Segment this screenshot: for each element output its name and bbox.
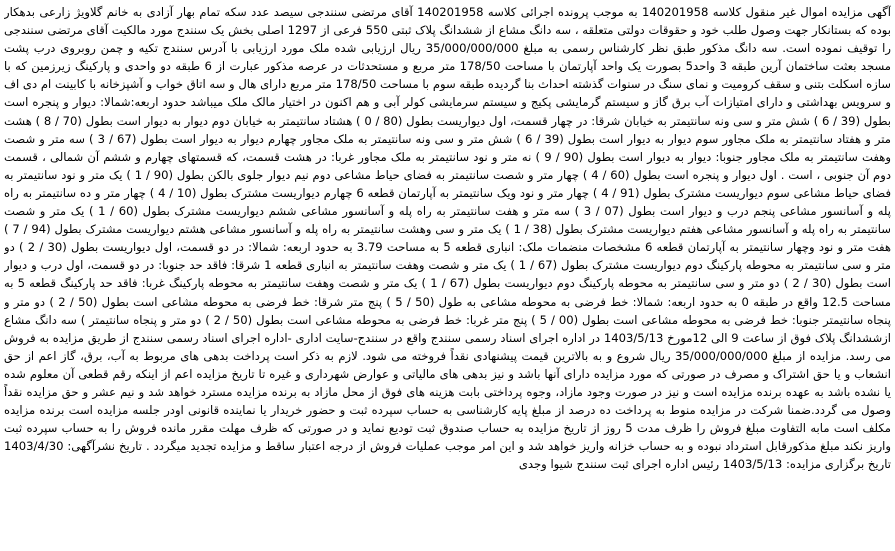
- auction-notice: [4, 3, 891, 548]
- notice-body-text: آگهی مزایده اموال غیر منقول کلاسه 140201958 به موجب پرونده اجرائی کلاسه 140201958 آقای مرتضی سنندجی سیصد عدد سکه تمام بهار آزادی به خانم گلاویژ زارعی بدهکار بوده که بستانکار جهت وصول طلب خود و حقوقات دولتی متعلقه ، سه دانگ مشاع از ششدانگ پلاک ثبتی 550 فرعی از 1297 اصلی بخش یک سنندج مورد مالکیت آقای مرتضی سنندجی را توقیف نموده است. سه دانگ مذکور طبق نظر کارشناس رسمی به مبلغ 35/000/000/000 ریال ارزیابی شده ملک مورد ارزیابی با آدرس سنندج تکیه و چمن روبروی درب پشت مسجد بعثت ساختمان آرین طبقه 3 واحد5 بصورت یک واحد آپارتمان با مساحت 178/50 متر مربع و مستحدثات در عرصه مذکور عبارت از 6 طبقه دو واحدی و پارکینگ زیرزمین که با سازه اسکلت بتنی و سقف کرومیت و نمای سنگ در سنوات گذشته احداث بنا گردیده طبقه سوم با مساحت 178/50 متر مربع دارای هال و سه اتاق خواب و آشپزخانه با کابینت ام دی اف و سرویس بهداشتی و دارای امتیازات آب برق گاز و سیستم گرمایشی پکیج و سیستم سرمایشی کولر آبی و هم اکنون در اختیار مالک ملک میباشد حدود اربعه:شمالا: دیوار و پنجره است بطول (39 / 6 ) شش متر و سی ونه سانتیمتر به خیابان شرقا: در چهار قسمت، اول دیواریست بطول (80 / 0 ) هشتاد سانتیمتر به خیابان دوم دیوار به دیوار است بطول (70 / 8 ) هشت متر و هفتاد سانتیمتر به ملک مجاور سوم دیوار به دیوار است بطول (39 / 6 ) شش متر و سی ونه سانتیمتر به ملک مجاور چهارم دیوار به دیوار است بطول (67 / 3 ) سه متر و شصت وهفت سانتیمتر به ملک مجاور جنوبا: دیوار به دیوار است بطول (90 / 9 ) نه متر و نود سانتیمتر به ملک مجاور غربا: در هشت قسمت، که قسمتهای چهارم و ششم آن شمالی ، قسمت دوم آن جنوبی ، است . اول دیوار و پنجره است بطول (60 / 4 ) چهار متر و شصت سانتیمتر به فضای حیاط مشاعی دوم نیم دیوار جلوی بالکن بطول (90 / 1 ) یک متر و نود سانتیمتر به فضای حیاط مشاعی سوم دیواریست مشترک بطول (91 / 4 ) چهار متر و نود ویک سانتیمتر به آپارتمان قطعه 6 چهارم دیواریست مشترک بطول (10 / 4 ) چهار متر و ده سانتیمتر به راه پله و آسانسور مشاعی پنجم درب و دیوار است بطول (07 / 3 ) سه متر و هفت سانتیمتر به راه پله و آسانسور مشاعی ششم دیواریست مشترک بطول (60 / 1 ) یک متر و شصت سانتیمتر به راه پله و آسانسور مشاعی هفتم دیواریست مشترک بطول (38 / 1 ) یک متر و سی وهشت سانتیمتر به راه پله و آسانسور مشاعی هشتم دیواریست مشترک بطول (94 / 7 ) هفت متر و نود وچهار سانتیمتر به آپارتمان قطعه 6 مشخصات منضمات ملک: انباری قطعه 5 به مساحت 3.79 به حدود اربعه: شمالا: در دو قسمت، اول دیواریست بطول (30 / 2 ) دو متر و سی سانتیمتر به محوطه پارکینگ دوم دیواریست مشترک بطول (67 / 1 ) یک متر و شصت وهفت سانتیمتر به انباری قطعه 1 شرقا: فاقد حد جنوبا: در دو قسمت، اول درب و دیوار است بطول (30 / 2 ) دو متر و سی سانتیمتر به محوطه پارکینگ دوم دیواریست بطول (67 / 1 ) یک متر و شصت وهفت سانتیمتر به محوطه پارکینگ غربا: فاقد حد پارکینگ قطعه 5 به مساحت 12.5 واقع در طبقه 0 به حدود اربعه: شمالا: خط فرضی به محوطه مشاعی به طول (50 / 5 ) پنج متر شرقا: خط فرضی به محوطه مشاعی است بطول (50 / 2 ) دو متر و پنجاه سانتیمتر جنوبا: خط فرضی به محوطه مشاعی است بطول (00 / 5 ) پنج متر غربا: خط فرضی به محوطه مشاعی است بطول (50 / 2 ) دو متر و پنجاه سانتیمتر ) سه دانگ مشاع ازششدانگ پلاک فوق از ساعت 9 الی 12مورخ 1403/5/13 در اداره اجرای اسناد رسمی سنندج واقع در سنندج-سایت اداری -اداره اجرای اسناد رسمی سنندج از طریق مزایده به فروش می رسد. مزایده از مبلغ 35/000/000/000 ریال شروع و به بالاترین قیمت پیشنهادی نقداً فروخته می شود. لازم به ذکر است پرداخت بدهی های مربوط به آب، برق، گاز اعم از حق انشعاب و یا حق اشتراک و مصرف در صورتی که مورد مزایده دارای آنها باشد و نیز بدهی های مالیاتی و عوارض شهرداری و غیره تا تاریخ مزایده اعم از اینکه رقم قطعی آن معلوم شده یا نشده باشد به عهده برنده مزایده است و نیز در صورت وجود مازاد، وجوه پرداختی بابت هزینه های فوق از محل مازاد به برنده مزایده مسترد خواهد شد و نیم عشر و حق مزایده نقداً وصول می گردد.ضمنا شرکت در مزایده منوط به پرداخت ده درصد از مبلغ پایه کارشناسی به حساب سپرده ثبت و حضور خریدار یا نماینده قانونی اودر جلسه مزایده است برنده مزایده مکلف است مابه التفاوت مبلغ فروش را ظرف مدت 5 روز از تاریخ مزایده به حساب صندوق ثبت تودیع نماید و در صورتی که ظرف مهلت مقرر مانده فروش را به حساب سپرده ثبت واریز نکند مبلغ مذکورقابل استرداد نبوده و به حساب خزانه واریز خواهد شد و این امر موجب عملیات فروش از درجه اعتبار ساقط و مزایده تجدید میگردد . تاریخ نشرآگهی: 1403/4/30 تاریخ برگزاری مزایده: 1403/5/13 رئیس اداره اجرای ثبت سنندج شیوا وجدی: [4, 5, 891, 472]
